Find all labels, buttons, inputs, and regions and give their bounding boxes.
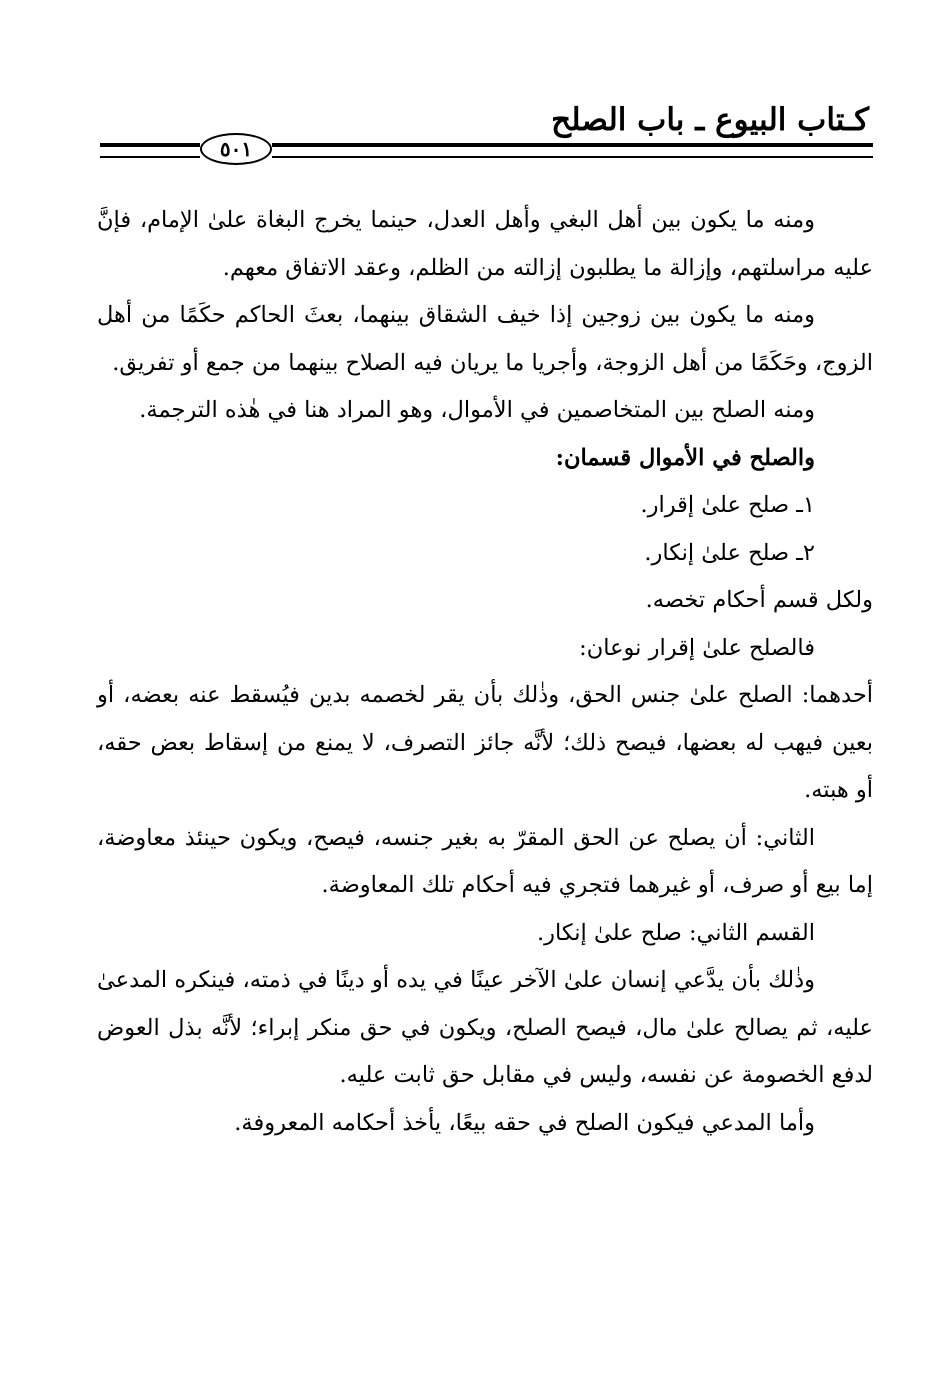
paragraph-claimant: وأما المدعي فيكون الصلح في حقه بيعًا، يأخذ أحكامه المعروفة. (234, 1109, 815, 1136)
paragraph-two-types: فالصلح علىٰ إقرار نوعان: (579, 634, 815, 661)
running-title: كـتاب البيوع ـ باب الصلح (551, 102, 869, 138)
paragraph-rules: ولكل قسم أحكام تخصه. (645, 587, 873, 613)
paragraph-spouses: ومنه ما يكون بين زوجين إذا خيف الشقاق بينهما، بعثَ الحاكم حكَمًا من أهل الزوج، وحَكَمًا من أهل الزوجة، وأجريا ما يريان فيه الصلاح بينهما من جمع أو تفريق. (97, 302, 873, 376)
paragraph-first-type: أحدهما: الصلح علىٰ جنس الحق، وذٰلك بأن يقر لخصمه بدين فيُسقط عنه بعضه، أو بعين فيهب له بعضها، فيصح ذلك؛ لأنَّه جائز التصرف، لا يمنع من إسقاط بعض حقه، أو هبته. (97, 682, 873, 803)
section-heading: والصلح في الأموال قسمان: (555, 444, 815, 471)
paragraph-denial: وذٰلك بأن يدَّعي إنسان علىٰ الآخر عينًا في يده أو دينًا في ذمته، فينكره المدعىٰ عليه، ثم يصالح علىٰ مال، فيصح الصلح، ويكون في حق منكر إبراء؛ لأنَّه بذل العوض لدفع الخصومة عن نفسه، وليس في مقابل حق ثابت عليه. (97, 967, 873, 1088)
paragraph-second-type: الثاني: أن يصلح عن الحق المقرّ به بغير جنسه، فيصح، ويكون حينئذ معاوضة، إما بيع أو صرف، أو غيرهما فتجري فيه أحكام تلك المعاوضة. (97, 824, 873, 898)
paragraph-second-division: القسم الثاني: صلح علىٰ إنكار. (536, 919, 815, 946)
paragraph-property: ومنه الصلح بين المتخاصمين في الأموال، وهو المراد هنا في هٰذه الترجمة. (139, 397, 815, 423)
body-text (97, 197, 873, 1147)
list-item: ١ـ صلح علىٰ إقرار. (640, 492, 815, 518)
list-item: ٢ـ صلح علىٰ إنكار. (644, 539, 815, 566)
page-number: ٥٠١ (200, 133, 272, 165)
paragraph-rebels: ومنه ما يكون بين أهل البغي وأهل العدل، حينما يخرج البغاة علىٰ الإمام، فإنَّ عليه مراسلتهم، وإزالة ما يطلبون إزالته من الظلم، وعقد الاتفاق معهم. (97, 207, 873, 281)
header-rule-right (272, 143, 873, 158)
header-rule-left (100, 143, 200, 158)
